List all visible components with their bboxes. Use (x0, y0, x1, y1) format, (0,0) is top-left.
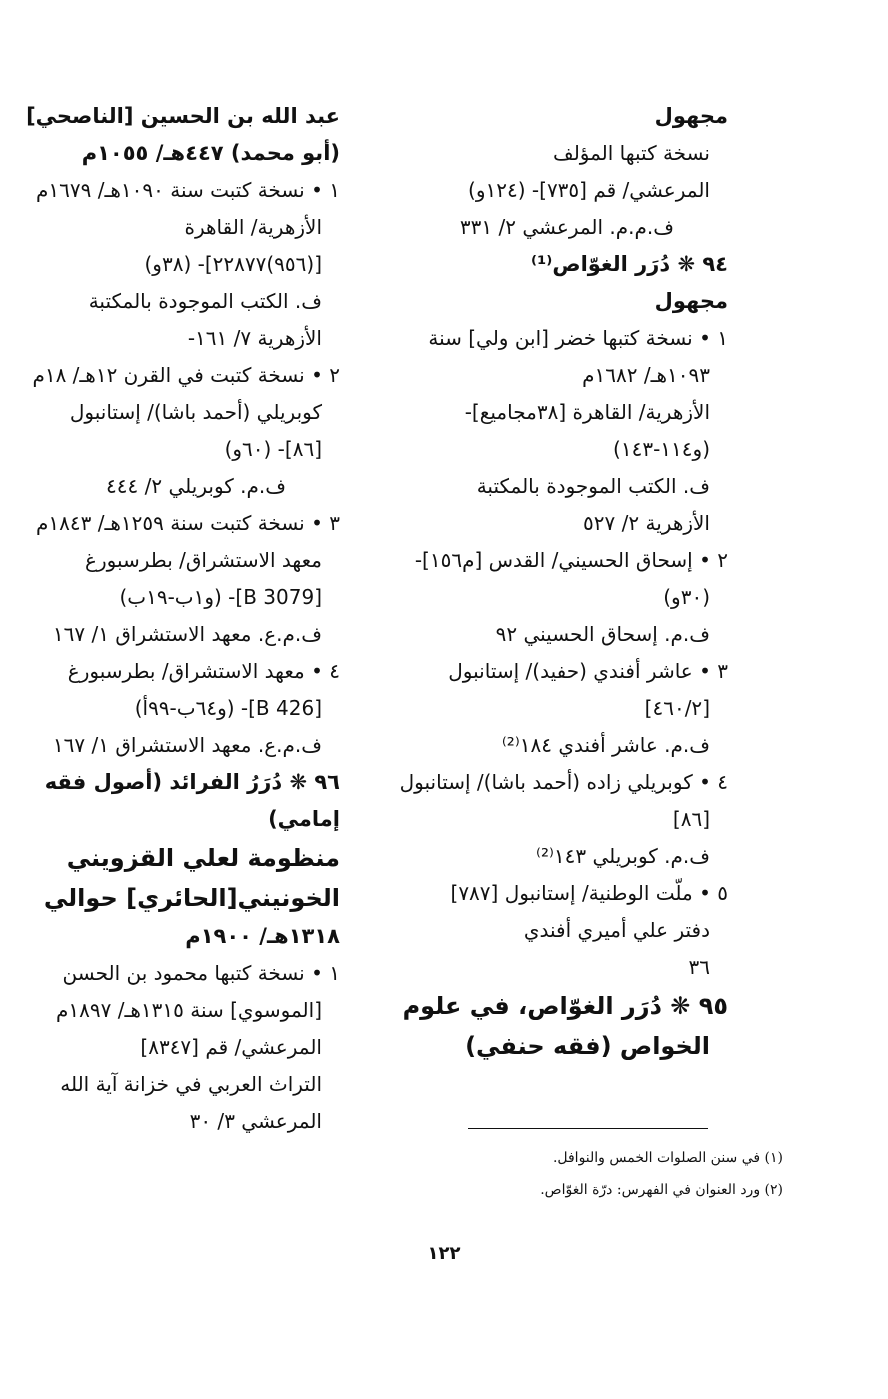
text-line: ١٠٩٣هـ/ ١٦٨٢م (582, 363, 710, 387)
text-line: دفتر علي أميري أفندي (523, 918, 710, 942)
text-line: ١ • نسخة كتبها محمود بن الحسن (62, 961, 340, 985)
footnote-1: (١) في سنن الصلوات الخمس والنوافل. (552, 1150, 783, 1166)
text-line: ٩٦ ❋ دُرَرُ الفرائد (أصول فقه (44, 770, 340, 794)
text-line: [٤٦٠/٢] (644, 696, 710, 720)
text-line: ف.م. كوبريلي ٢/ ٤٤٤ (106, 474, 286, 498)
text-line: الخواص (فقه حنفي) (465, 1032, 710, 1060)
text-line: [(٩٥٦)٢٢٨٧٧]- (٣٨و) (144, 252, 322, 276)
text-line: مجهول (654, 289, 728, 313)
text-line: [الموسوي] سنة ١٣١٥هـ/ ١٨٩٧م (56, 998, 322, 1022)
text-line: ١٣١٨هـ/ ١٩٠٠م (185, 924, 340, 948)
text-line: المرعشي/ قم [٨٣٤٧] (140, 1035, 322, 1059)
text-line: ف. الكتب الموجودة بالمكتبة (88, 289, 322, 313)
text-line: التراث العربي في خزانة آية الله (60, 1072, 322, 1096)
text-line: ف.م. كوبريلي ١٤٣⁽²⁾ (536, 844, 710, 868)
text-line: الأزهرية/ القاهرة [٣٨مجاميع]- (464, 400, 710, 424)
text-line: ف.م. عاشر أفندي ١٨٤⁽²⁾ (501, 733, 710, 757)
text-line: [٨٦]- (٦٠و) (224, 437, 322, 461)
text-line: ٣ • نسخة كتبت سنة ١٢٥٩هـ/ ١٨٤٣م (36, 511, 340, 535)
text-line: ف.م.ع. معهد الاستشراق ١/ ١٦٧ (52, 733, 322, 757)
text-line: الأزهرية ٧/ ١٦١- (187, 326, 322, 350)
text-line: كوبريلي (أحمد باشا)/ إستانبول (69, 400, 322, 424)
text-line: منظومة لعلي القزويني (66, 844, 340, 872)
text-line: (و١١٤-١٤٣) (613, 437, 710, 461)
text-line: نسخة كتبها المؤلف (552, 141, 710, 165)
text-line: ٥ • ملّت الوطنية/ إستانبول [٧٨٧] (450, 881, 728, 905)
text-line: ٤ • معهد الاستشراق/ بطرسبورغ (67, 659, 340, 683)
text-line: ف. الكتب الموجودة بالمكتبة (476, 474, 710, 498)
text-line: ٣ • عاشر أفندي (حفيد)/ إستانبول (448, 659, 728, 683)
text-line: ٤ • كوبريلي زاده (أحمد باشا)/ إستانبول (399, 770, 728, 794)
text-line: ١ • نسخة كتبها خضر [ابن ولي] سنة (428, 326, 728, 350)
text-line: الخونيني[الحائري] حوالي (43, 884, 340, 912)
text-line: الأزهرية/ القاهرة (184, 215, 322, 239)
right-column (399, 98, 728, 1066)
text-line: الأزهرية ٢/ ٥٢٧ (583, 511, 710, 535)
footnote-2: (٢) ورد العنوان في الفهرس: درّة الغوّاص. (540, 1182, 783, 1198)
text-line: المرعشي ٣/ ٣٠ (189, 1109, 322, 1133)
text-line: إمامي) (268, 807, 340, 831)
text-line: (٣٠و) (663, 585, 710, 609)
text-line: ٩٤ ❋ دُرَر الغوّاص⁽¹⁾ (531, 252, 728, 276)
text-line: ٣٦ (688, 955, 710, 979)
text-line: (أبو محمد) ٤٤٧هـ/ ١٠٥٥م (81, 141, 340, 165)
text-line: [B 426]- (و٦٤ب-٩٩أ) (134, 696, 322, 720)
text-line: ٢ • إسحاق الحسيني/ القدس [م١٥٦]- (414, 548, 728, 572)
text-line: [٨٦] (672, 807, 710, 831)
text-line: ف.م. إسحاق الحسيني ٩٢ (495, 622, 710, 646)
text-line: معهد الاستشراق/ بطرسبورغ (85, 548, 322, 572)
text-line: المرعشي/ قم [٧٣٥]- (١٢٤و) (468, 178, 710, 202)
left-column (26, 98, 340, 1140)
text-line: ف.م.م. المرعشي ٢/ ٣٣١ (459, 215, 674, 239)
text-line: ٢ • نسخة كتبت في القرن ١٢هـ/ ١٨م (32, 363, 340, 387)
text-line: [B 3079]- (و١ب-١٩ب) (119, 585, 322, 609)
page-number: ١٢٢ (427, 1243, 461, 1264)
text-line: ١ • نسخة كتبت سنة ١٠٩٠هـ/ ١٦٧٩م (36, 178, 340, 202)
text-line: مجهول (654, 104, 728, 128)
text-line: ٩٥ ❋ دُرَر الغوّاص، في علوم (402, 992, 728, 1020)
text-line: عبد الله بن الحسين [الناصحي] (26, 104, 340, 128)
text-line: ف.م.ع. معهد الاستشراق ١/ ١٦٧ (52, 622, 322, 646)
footnote-divider (468, 1128, 708, 1129)
